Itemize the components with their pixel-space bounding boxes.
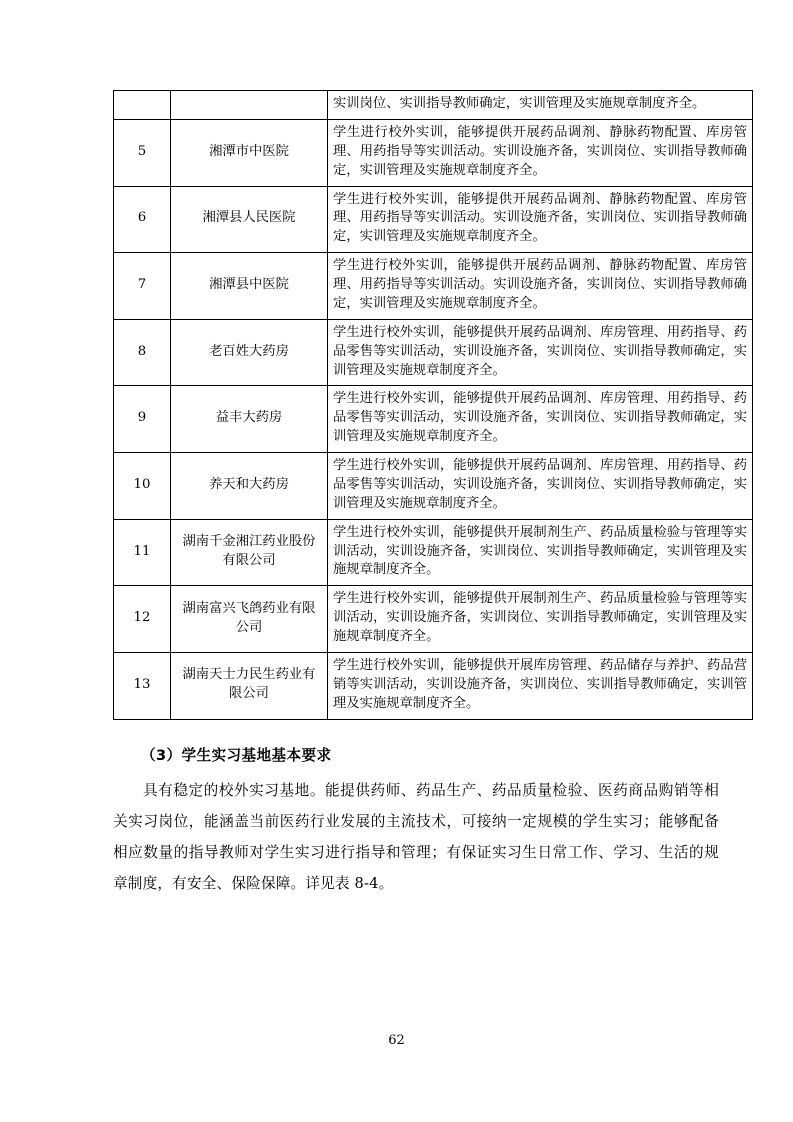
table-row	[114, 253, 753, 320]
table-row	[114, 453, 753, 520]
practice-base-table	[113, 90, 753, 720]
table-row	[114, 91, 753, 120]
table-row	[114, 319, 753, 386]
row-name: 湖南天士力民生药业有限公司	[171, 652, 328, 719]
table-row	[114, 386, 753, 453]
row-number: 12	[114, 586, 171, 653]
row-name: 湘潭市中医院	[171, 119, 328, 186]
row-number	[114, 91, 171, 120]
page-number: 62	[388, 1033, 405, 1048]
row-description: 学生进行校外实训，能够提供开展制剂生产、药品质量检验与管理等实训活动，实训设施齐备，实训岗位、实训指导教师确定，实训管理及实施规章制度齐全。	[328, 586, 753, 653]
row-name: 湘潭县中医院	[171, 253, 328, 320]
row-name: 湘潭县人民医院	[171, 186, 328, 253]
row-number: 6	[114, 186, 171, 253]
row-description: 学生进行校外实训，能够提供开展药品调剂、库房管理、用药指导、药品零售等实训活动，实训设施齐备，实训岗位、实训指导教师确定，实训管理及实施规章制度齐全。	[328, 319, 753, 386]
row-number: 9	[114, 386, 171, 453]
row-number: 7	[114, 253, 171, 320]
row-description: 学生进行校外实训，能够提供开展药品调剂、静脉药物配置、库房管理、用药指导等实训活动。实训设施齐备，实训岗位、实训指导教师确定，实训管理及实施规章制度齐全。	[328, 253, 753, 320]
table-row	[114, 186, 753, 253]
row-description: 学生进行校外实训，能够提供开展药品调剂、静脉药物配置、库房管理、用药指导等实训活动。实训设施齐备，实训岗位、实训指导教师确定，实训管理及实施规章制度齐全。	[328, 119, 753, 186]
section-heading: （3）学生实习基地基本要求	[141, 746, 332, 764]
row-number: 10	[114, 453, 171, 520]
row-number: 13	[114, 652, 171, 719]
row-name: 老百姓大药房	[171, 319, 328, 386]
body-paragraph: 具有稳定的校外实习基地。能提供药师、药品生产、药品质量检验、医药商品购销等相关实习岗位，能涵盖当前医药行业发展的主流技术，可接纳一定规模的学生实习；能够配备相应数量的指导教师对学生实习进行指导和管理；有保证实习生日常工作、学习、生活的规章制度，有安全、保险保障。详见表 8-4。	[113, 782, 719, 893]
row-description: 实训岗位、实训指导教师确定，实训管理及实施规章制度齐全。	[328, 91, 753, 120]
row-name: 湖南千金湘江药业股份有限公司	[171, 519, 328, 586]
table-row	[114, 652, 753, 719]
row-number: 11	[114, 519, 171, 586]
row-name: 益丰大药房	[171, 386, 328, 453]
table-row	[114, 119, 753, 186]
row-description: 学生进行校外实训，能够提供开展制剂生产、药品质量检验与管理等实训活动，实训设施齐备，实训岗位、实训指导教师确定，实训管理及实施规章制度齐全。	[328, 519, 753, 586]
table-row	[114, 519, 753, 586]
row-description: 学生进行校外实训，能够提供开展药品调剂、库房管理、用药指导、药品零售等实训活动，实训设施齐备，实训岗位、实训指导教师确定，实训管理及实施规章制度齐全。	[328, 386, 753, 453]
page-content	[113, 90, 747, 900]
row-name: 养天和大药房	[171, 453, 328, 520]
row-number: 8	[114, 319, 171, 386]
row-number: 5	[114, 119, 171, 186]
row-name	[171, 91, 328, 120]
table-row	[114, 586, 753, 653]
row-description: 学生进行校外实训，能够提供开展药品调剂、库房管理、用药指导、药品零售等实训活动，实训设施齐备，实训岗位、实训指导教师确定，实训管理及实施规章制度齐全。	[328, 453, 753, 520]
row-description: 学生进行校外实训，能够提供开展库房管理、药品储存与养护、药品营销等实训活动，实训设施齐备，实训岗位、实训指导教师确定，实训管理及实施规章制度齐全。	[328, 652, 753, 719]
row-description: 学生进行校外实训，能够提供开展药品调剂、静脉药物配置、库房管理、用药指导等实训活动。实训设施齐备，实训岗位、实训指导教师确定，实训管理及实施规章制度齐全。	[328, 186, 753, 253]
row-name: 湖南富兴飞鸽药业有限公司	[171, 586, 328, 653]
